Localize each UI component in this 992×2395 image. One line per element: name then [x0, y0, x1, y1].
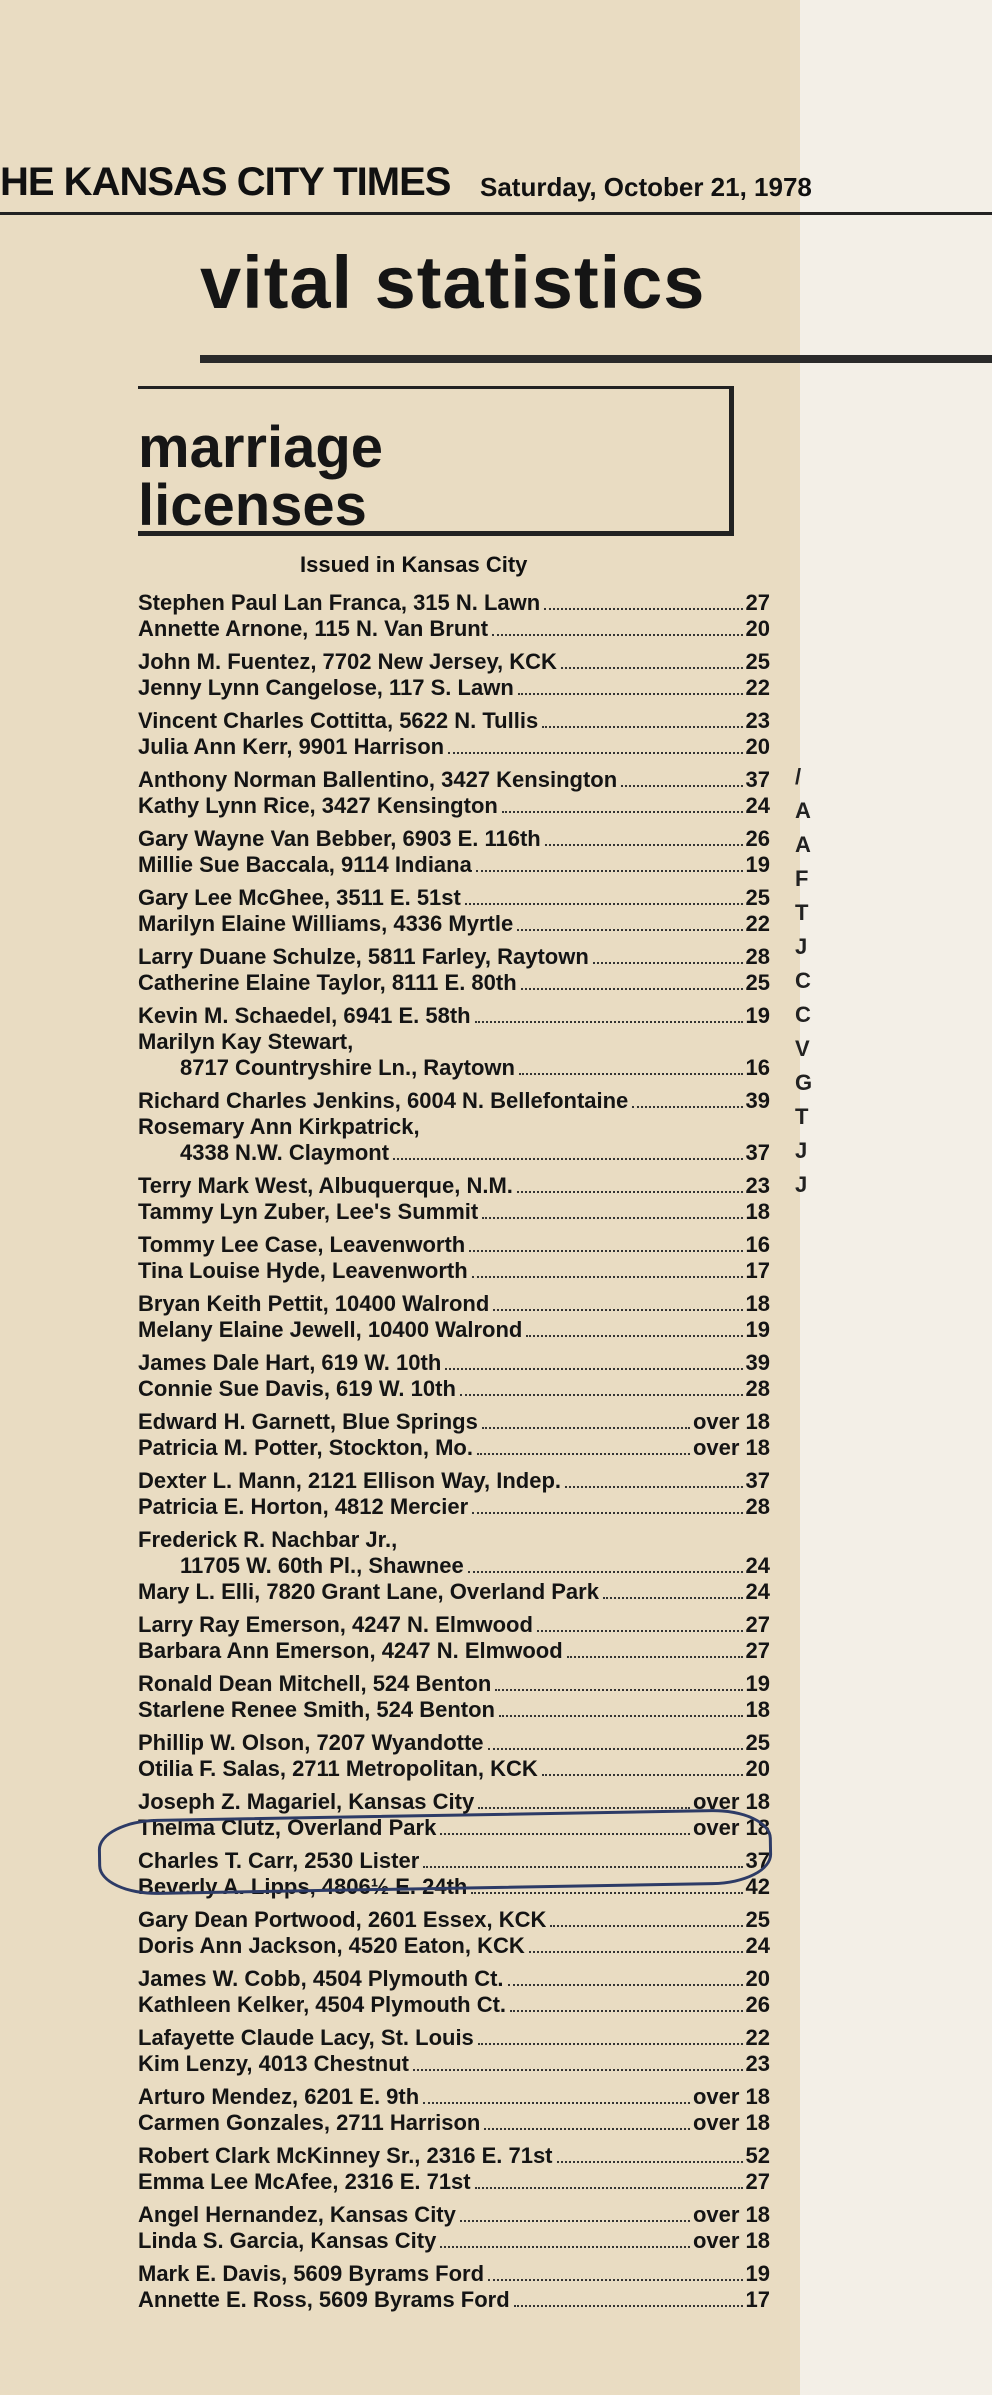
applicant-name: Gary Wayne Van Bebber, 6903 E. 116th	[138, 826, 541, 851]
license-line	[138, 852, 770, 878]
license-line	[138, 1409, 770, 1435]
license-line	[138, 1671, 770, 1697]
applicant-name: Dexter L. Mann, 2121 Ellison Way, Indep.	[138, 1468, 561, 1493]
license-line	[138, 1966, 770, 1992]
applicant-age: over 18	[692, 1815, 770, 1840]
applicant-name: Ronald Dean Mitchell, 524 Benton	[138, 1671, 492, 1696]
dot-leader	[476, 870, 743, 872]
applicant-age: 28	[745, 1494, 770, 1519]
applicant-name: Rosemary Ann Kirkpatrick,	[138, 1114, 420, 1139]
dot-leader	[557, 2161, 743, 2163]
dot-leader	[567, 1656, 743, 1658]
license-line	[138, 2110, 770, 2136]
margin-fragment: J	[795, 1138, 808, 1163]
applicant-age: 18	[745, 1697, 770, 1722]
license-line	[138, 1003, 770, 1029]
license-entry	[138, 1232, 770, 1284]
dot-leader	[471, 1892, 742, 1894]
license-entry	[138, 2084, 770, 2136]
license-line	[138, 1114, 770, 1140]
section-rule	[200, 355, 992, 363]
applicant-age: 39	[745, 1088, 770, 1113]
applicant-age: 18	[745, 1199, 770, 1224]
applicant-age: 37	[745, 767, 770, 792]
license-entry	[138, 1671, 770, 1723]
applicant-age: 23	[745, 2051, 770, 2076]
applicant-age: 24	[745, 1933, 770, 1958]
license-entry	[138, 1088, 770, 1166]
license-list	[138, 590, 770, 2320]
applicant-name: Edward H. Garnett, Blue Springs	[138, 1409, 478, 1434]
applicant-age: 24	[745, 793, 770, 818]
license-line	[138, 911, 770, 937]
applicant-name: Larry Duane Schulze, 5811 Farley, Raytown	[138, 944, 589, 969]
dot-leader	[537, 1630, 743, 1632]
dot-leader	[478, 2043, 743, 2045]
license-line	[138, 1055, 770, 1081]
license-line	[138, 1029, 770, 1055]
license-line	[138, 1612, 770, 1638]
license-line	[138, 1756, 770, 1782]
applicant-age: 22	[745, 911, 770, 936]
license-entry	[138, 2143, 770, 2195]
margin-fragment: G	[795, 1070, 813, 1095]
applicant-age: 25	[745, 1730, 770, 1755]
applicant-age: 24	[745, 1579, 770, 1604]
adjacent-column-fragments	[795, 760, 815, 1202]
license-line	[138, 767, 770, 793]
applicant-name: Lafayette Claude Lacy, St. Louis	[138, 2025, 474, 2050]
dot-leader	[526, 1335, 742, 1337]
dot-leader	[423, 2102, 690, 2104]
license-line	[138, 2084, 770, 2110]
applicant-age: 27	[745, 1638, 770, 1663]
license-line	[138, 1291, 770, 1317]
license-line	[138, 1494, 770, 1520]
dot-leader	[545, 844, 743, 846]
applicant-name: Joseph Z. Magariel, Kansas City	[138, 1789, 475, 1814]
dot-leader	[440, 2246, 690, 2248]
dot-leader	[393, 1158, 742, 1160]
applicant-age: 27	[745, 1612, 770, 1637]
dot-leader	[502, 811, 743, 813]
license-line	[138, 1697, 770, 1723]
dot-leader	[468, 1571, 743, 1573]
applicant-age: 19	[745, 852, 770, 877]
license-line	[138, 1527, 770, 1553]
applicant-age: over 18	[692, 1789, 770, 1814]
license-line	[138, 1317, 770, 1343]
dot-leader	[544, 608, 742, 610]
pen-circle-annotation	[97, 1808, 772, 1896]
dot-leader	[561, 667, 743, 669]
license-line	[138, 1579, 770, 1605]
dot-leader	[632, 1106, 742, 1108]
applicant-name: James W. Cobb, 4504 Plymouth Ct.	[138, 1966, 504, 1991]
applicant-name: Larry Ray Emerson, 4247 N. Elmwood	[138, 1612, 533, 1637]
applicant-age: over 18	[692, 2084, 770, 2109]
applicant-name: Kevin M. Schaedel, 6941 E. 58th	[138, 1003, 471, 1028]
applicant-age: 25	[745, 1907, 770, 1932]
applicant-name: Arturo Mendez, 6201 E. 9th	[138, 2084, 420, 2109]
applicant-age: 19	[745, 1003, 770, 1028]
license-entry	[138, 1409, 770, 1461]
license-line	[138, 1730, 770, 1756]
dot-leader	[514, 2305, 743, 2307]
dot-leader	[475, 1021, 743, 1023]
issue-date: Saturday, October 21, 1978	[480, 172, 812, 202]
margin-fragment: V	[795, 1036, 810, 1061]
margin-fragment: A	[795, 798, 811, 823]
applicant-name: 4338 N.W. Claymont	[180, 1140, 390, 1165]
dot-leader	[488, 2279, 742, 2281]
license-line	[138, 2261, 770, 2287]
dot-leader	[508, 1984, 743, 1986]
license-line	[138, 2025, 770, 2051]
applicant-name: Barbara Ann Emerson, 4247 N. Elmwood	[138, 1638, 563, 1663]
applicant-age: 26	[745, 826, 770, 851]
dot-leader	[565, 1486, 743, 1488]
applicant-name: Marilyn Elaine Williams, 4336 Myrtle	[138, 911, 514, 936]
applicant-name: Annette E. Ross, 5609 Byrams Ford	[138, 2287, 510, 2312]
license-entry	[138, 1350, 770, 1402]
applicant-age: 42	[745, 1874, 770, 1899]
license-entry	[138, 1907, 770, 1959]
applicant-name: Jenny Lynn Cangelose, 117 S. Lawn	[138, 675, 514, 700]
applicant-name: Robert Clark McKinney Sr., 2316 E. 71st	[138, 2143, 553, 2168]
applicant-name: Tina Louise Hyde, Leavenworth	[138, 1258, 468, 1283]
license-entry	[138, 1527, 770, 1605]
dot-leader	[493, 1309, 742, 1311]
applicant-age: 22	[745, 675, 770, 700]
applicant-age: over 18	[692, 1435, 770, 1460]
applicant-name: Melany Elaine Jewell, 10400 Walrond	[138, 1317, 523, 1342]
dot-leader	[550, 1925, 742, 1927]
applicant-age: 20	[745, 1756, 770, 1781]
license-line	[138, 944, 770, 970]
applicant-name: Bryan Keith Pettit, 10400 Walrond	[138, 1291, 490, 1316]
license-line	[138, 1140, 770, 1166]
dot-leader	[475, 2187, 743, 2189]
applicant-name: Vincent Charles Cottitta, 5622 N. Tullis	[138, 708, 539, 733]
applicant-age: 28	[745, 1376, 770, 1401]
license-line	[138, 675, 770, 701]
license-line	[138, 708, 770, 734]
dot-leader	[482, 1427, 690, 1429]
dot-leader	[482, 1217, 742, 1219]
applicant-age: 27	[745, 2169, 770, 2194]
applicant-age: 19	[745, 2261, 770, 2286]
applicant-name: Linda S. Garcia, Kansas City	[138, 2228, 437, 2253]
applicant-name: Beverly A. Lipps, 4806½ E. 24th	[138, 1874, 468, 1899]
license-entry	[138, 1612, 770, 1664]
license-line	[138, 1376, 770, 1402]
license-entry	[138, 590, 770, 642]
applicant-age: 16	[745, 1232, 770, 1257]
applicant-age: 22	[745, 2025, 770, 2050]
license-line	[138, 2287, 770, 2313]
dot-leader	[510, 2010, 742, 2012]
applicant-name: Marilyn Kay Stewart,	[138, 1029, 354, 1054]
applicant-name: Connie Sue Davis, 619 W. 10th	[138, 1376, 456, 1401]
license-line	[138, 1199, 770, 1225]
applicant-age: 28	[745, 944, 770, 969]
license-entry	[138, 2025, 770, 2077]
license-line	[138, 1173, 770, 1199]
license-line	[138, 1258, 770, 1284]
applicant-name: Kim Lenzy, 4013 Chestnut	[138, 2051, 409, 2076]
license-entry	[138, 649, 770, 701]
dot-leader	[413, 2069, 743, 2071]
dot-leader	[460, 1394, 743, 1396]
applicant-age: 25	[745, 649, 770, 674]
dot-leader	[542, 1774, 743, 1776]
applicant-name: Charles T. Carr, 2530 Lister	[138, 1848, 420, 1873]
applicant-name: Annette Arnone, 115 N. Van Brunt	[138, 616, 489, 641]
applicant-name: Gary Lee McGhee, 3511 E. 51st	[138, 885, 461, 910]
license-line	[138, 2202, 770, 2228]
applicant-age: over 18	[692, 1409, 770, 1434]
dot-leader	[472, 1276, 743, 1278]
applicant-age: 19	[745, 1671, 770, 1696]
license-entry	[138, 2202, 770, 2254]
applicant-name: Emma Lee McAfee, 2316 E. 71st	[138, 2169, 471, 2194]
applicant-name: Stephen Paul Lan Franca, 315 N. Lawn	[138, 590, 541, 615]
dot-leader	[621, 785, 742, 787]
margin-fragment: J	[795, 1172, 808, 1197]
applicant-age: 27	[745, 590, 770, 615]
margin-fragment: A	[795, 832, 811, 857]
dot-leader	[477, 1453, 690, 1455]
license-line	[138, 616, 770, 642]
applicant-age: 16	[745, 1055, 770, 1080]
license-entry	[138, 885, 770, 937]
license-entry	[138, 767, 770, 819]
dot-leader	[593, 962, 743, 964]
license-entry	[138, 1291, 770, 1343]
license-entry	[138, 944, 770, 996]
license-line	[138, 1933, 770, 1959]
license-entry	[138, 1173, 770, 1225]
applicant-name: Kathy Lynn Rice, 3427 Kensington	[138, 793, 498, 818]
applicant-name: Tammy Lyn Zuber, Lee's Summit	[138, 1199, 479, 1224]
dot-leader	[465, 903, 743, 905]
margin-fragment: F	[795, 866, 809, 891]
applicant-name: Gary Dean Portwood, 2601 Essex, KCK	[138, 1907, 547, 1932]
license-line	[138, 1435, 770, 1461]
applicant-name: Frederick R. Nachbar Jr.,	[138, 1527, 398, 1552]
dot-leader	[518, 693, 743, 695]
license-line	[138, 1638, 770, 1664]
license-entry	[138, 708, 770, 760]
dot-leader	[517, 1191, 743, 1193]
license-line	[138, 970, 770, 996]
license-entry	[138, 1468, 770, 1520]
applicant-name: Terry Mark West, Albuquerque, N.M.	[138, 1173, 513, 1198]
marriage-licenses-heading	[138, 386, 734, 536]
applicant-age: 18	[745, 1291, 770, 1316]
applicant-name: Angel Hernandez, Kansas City	[138, 2202, 456, 2227]
dot-leader	[472, 1512, 742, 1514]
applicant-age: over 18	[692, 2228, 770, 2253]
applicant-name: 8717 Countryshire Ln., Raytown	[180, 1055, 515, 1080]
dot-leader	[495, 1689, 742, 1691]
license-line	[138, 2169, 770, 2195]
margin-fragment: J	[795, 934, 808, 959]
applicant-age: 37	[745, 1848, 770, 1873]
dot-leader	[478, 1807, 690, 1809]
applicant-name: Mark E. Davis, 5609 Byrams Ford	[138, 2261, 485, 2286]
license-line	[138, 734, 770, 760]
license-line	[138, 1468, 770, 1494]
license-line	[138, 1992, 770, 2018]
applicant-age: 23	[745, 1173, 770, 1198]
dot-leader	[521, 988, 743, 990]
license-line	[138, 1088, 770, 1114]
applicant-name: Anthony Norman Ballentino, 3427 Kensington	[138, 767, 618, 792]
applicant-age: 26	[745, 1992, 770, 2017]
applicant-age: 37	[745, 1140, 770, 1165]
issued-subheading: Issued in Kansas City	[300, 552, 528, 577]
applicant-name: Julia Ann Kerr, 9901 Harrison	[138, 734, 445, 759]
license-entry	[138, 1966, 770, 2018]
license-line	[138, 649, 770, 675]
applicant-age: 39	[745, 1350, 770, 1375]
heading-line-2: licenses	[138, 473, 367, 538]
applicant-age: 37	[745, 1468, 770, 1493]
applicant-age: 23	[745, 708, 770, 733]
masthead	[0, 160, 992, 215]
applicant-name: Patricia E. Horton, 4812 Mercier	[138, 1494, 469, 1519]
applicant-age: 20	[745, 1966, 770, 1991]
margin-fragment: C	[795, 1002, 811, 1027]
license-line	[138, 1232, 770, 1258]
dot-leader	[448, 752, 742, 754]
applicant-age: 24	[745, 1553, 770, 1578]
applicant-age: over 18	[692, 2202, 770, 2227]
dot-leader	[517, 929, 742, 931]
applicant-age: 25	[745, 885, 770, 910]
license-line	[138, 590, 770, 616]
license-line	[138, 1907, 770, 1933]
dot-leader	[445, 1368, 742, 1370]
applicant-name: Phillip W. Olson, 7207 Wyandotte	[138, 1730, 484, 1755]
applicant-name: John M. Fuentez, 7702 New Jersey, KCK	[138, 649, 557, 674]
margin-fragment: T	[795, 1104, 809, 1129]
license-line	[138, 793, 770, 819]
dot-leader	[519, 1073, 743, 1075]
newspaper-name: HE KANSAS CITY TIMES	[0, 160, 451, 204]
license-line	[138, 2143, 770, 2169]
license-line	[138, 1350, 770, 1376]
applicant-age: 25	[745, 970, 770, 995]
applicant-name: Kathleen Kelker, 4504 Plymouth Ct.	[138, 1992, 507, 2017]
applicant-name: Mary L. Elli, 7820 Grant Lane, Overland Park	[138, 1579, 599, 1604]
applicant-age: 20	[745, 616, 770, 641]
dot-leader	[460, 2220, 690, 2222]
license-entry	[138, 1730, 770, 1782]
license-entry	[138, 1003, 770, 1081]
applicant-age: over 18	[692, 2110, 770, 2135]
applicant-name: Thelma Clutz, Overland Park	[138, 1815, 437, 1840]
margin-fragment: /	[795, 764, 802, 789]
applicant-age: 19	[745, 1317, 770, 1342]
dot-leader	[484, 2128, 690, 2130]
section-title: vital statistics	[200, 241, 706, 324]
license-entry	[138, 2261, 770, 2313]
license-line	[138, 2051, 770, 2077]
dot-leader	[603, 1597, 743, 1599]
dot-leader	[492, 634, 742, 636]
dot-leader	[488, 1748, 743, 1750]
dot-leader	[469, 1250, 742, 1252]
license-line	[138, 2228, 770, 2254]
applicant-name: Richard Charles Jenkins, 6004 N. Bellefontaine	[138, 1088, 629, 1113]
heading-line-1: marriage	[138, 415, 384, 480]
applicant-age: 52	[745, 2143, 770, 2168]
license-entry	[138, 826, 770, 878]
margin-fragment: T	[795, 900, 809, 925]
applicant-name: Doris Ann Jackson, 4520 Eaton, KCK	[138, 1933, 525, 1958]
applicant-name: Patricia M. Potter, Stockton, Mo.	[138, 1435, 473, 1460]
dot-leader	[542, 726, 742, 728]
applicant-name: Catherine Elaine Taylor, 8111 E. 80th	[138, 970, 517, 995]
dot-leader	[499, 1715, 743, 1717]
applicant-age: 17	[745, 1258, 770, 1283]
dot-leader	[529, 1951, 743, 1953]
applicant-name: Millie Sue Baccala, 9114 Indiana	[138, 852, 472, 877]
license-line	[138, 1553, 770, 1579]
applicant-age: 20	[745, 734, 770, 759]
applicant-age: 17	[745, 2287, 770, 2312]
applicant-name: Carmen Gonzales, 2711 Harrison	[138, 2110, 481, 2135]
margin-fragment: C	[795, 968, 811, 993]
applicant-name: Tommy Lee Case, Leavenworth	[138, 1232, 466, 1257]
license-line	[138, 885, 770, 911]
applicant-name: James Dale Hart, 619 W. 10th	[138, 1350, 442, 1375]
license-line	[138, 826, 770, 852]
applicant-name: Otilia F. Salas, 2711 Metropolitan, KCK	[138, 1756, 538, 1781]
applicant-name: 11705 W. 60th Pl., Shawnee	[180, 1553, 464, 1578]
applicant-name: Starlene Renee Smith, 524 Benton	[138, 1697, 495, 1722]
